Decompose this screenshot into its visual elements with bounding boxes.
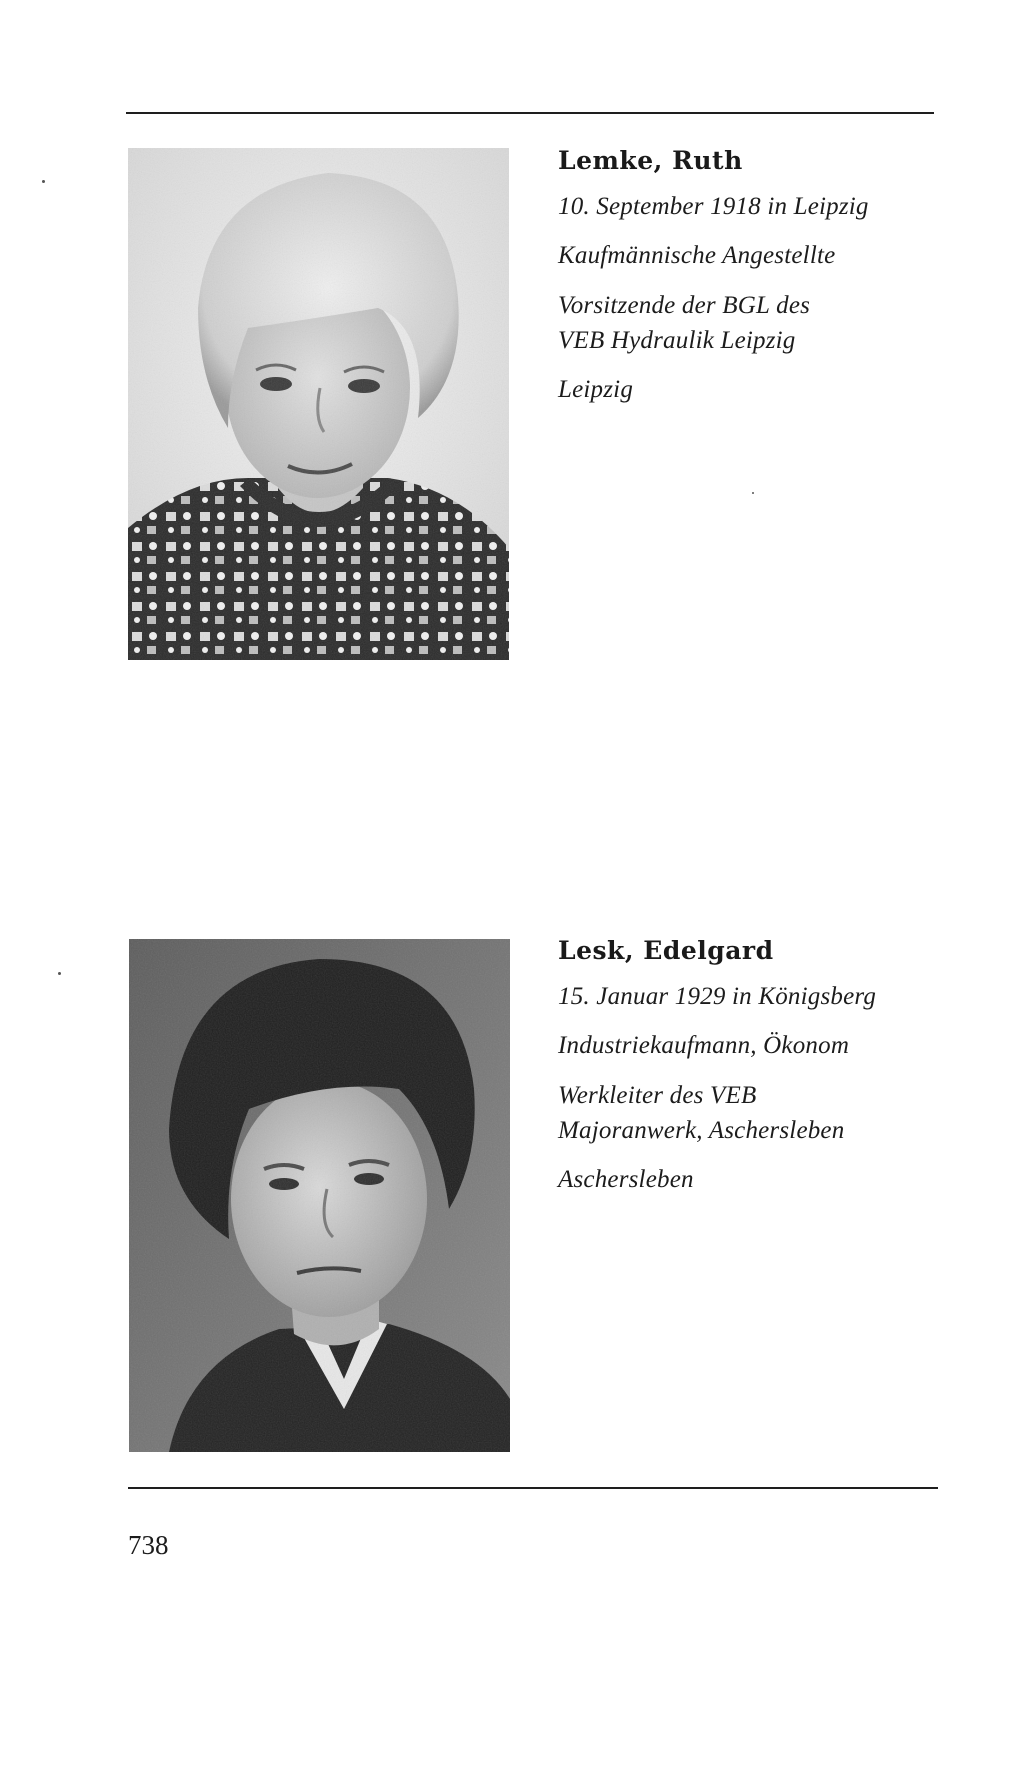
portrait-photo-lesk [129, 939, 510, 1452]
scan-speck [58, 972, 61, 975]
position [558, 1078, 938, 1148]
position [558, 288, 938, 358]
person-name: Lesk, Edelgard [558, 936, 774, 965]
position-line: Vorsitzende der BGL des [558, 292, 811, 319]
birth-info: 10. September 1918 in Leipzig [558, 193, 869, 220]
top-rule [126, 112, 934, 114]
position-line: Majoranwerk, Aschersleben [558, 1117, 845, 1144]
profession: Kaufmännische Angestellte [558, 242, 836, 269]
residence: Leipzig [558, 376, 634, 403]
position-line: Werkleiter des VEB [558, 1082, 757, 1109]
scan-speck [752, 492, 754, 494]
position-line: VEB Hydraulik Leipzig [558, 327, 796, 354]
person-name: Lemke, Ruth [558, 146, 743, 175]
bottom-rule [128, 1487, 938, 1489]
scan-speck [42, 180, 45, 183]
biography-entry-lemke [558, 146, 938, 422]
page-number: 738 [128, 1530, 169, 1560]
biography-entry-lesk [558, 936, 938, 1212]
portrait-photo-lemke [128, 148, 509, 660]
birth-info: 15. Januar 1929 in Königsberg [558, 983, 877, 1010]
profession: Industriekaufmann, Ökonom [558, 1032, 850, 1059]
residence: Aschersleben [558, 1166, 694, 1193]
